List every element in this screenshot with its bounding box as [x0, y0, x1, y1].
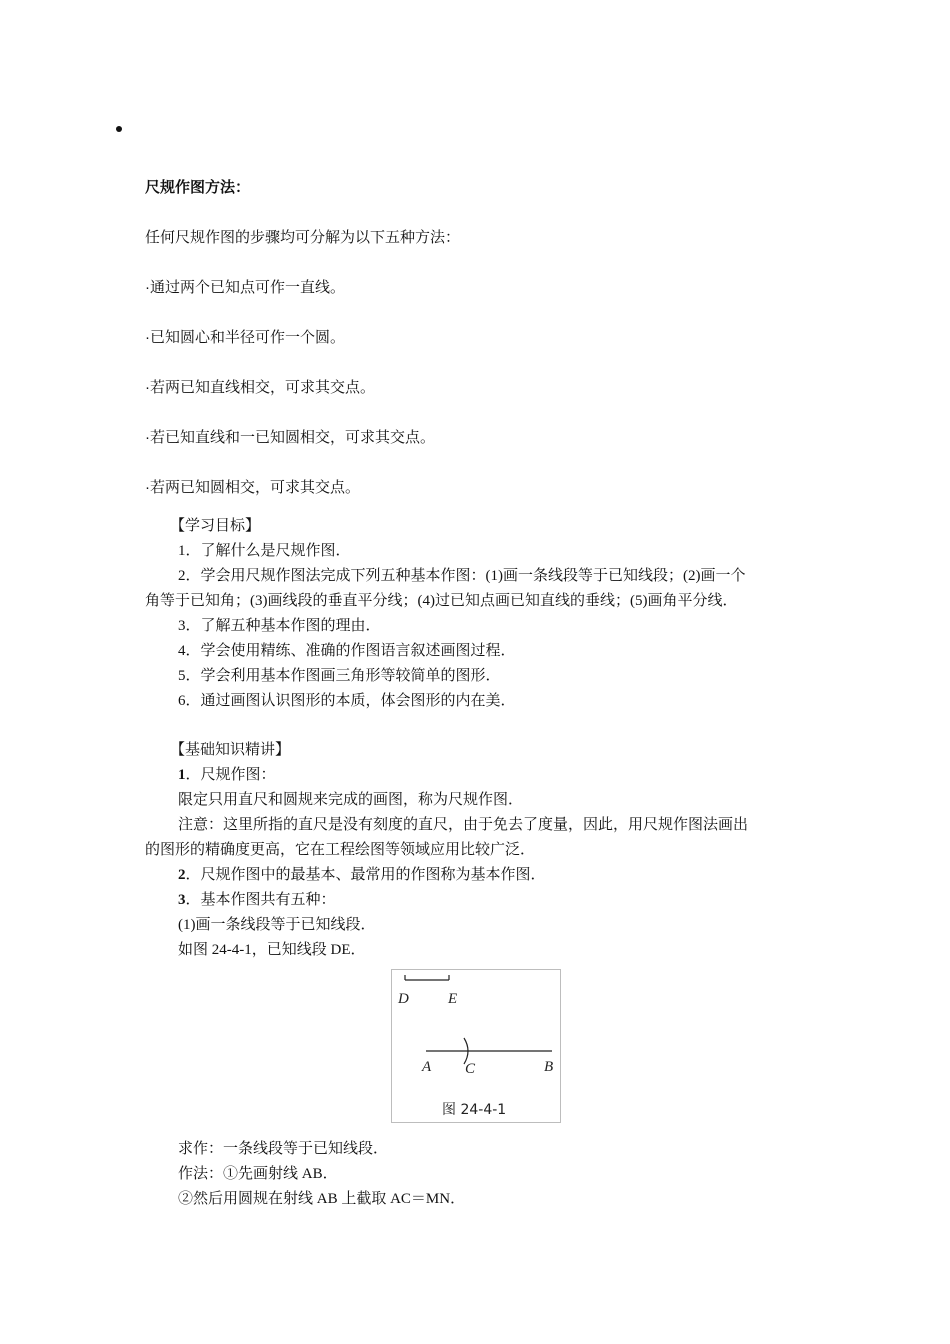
construction-diagram — [392, 970, 560, 1122]
objective-item: 2．学会用尺规作图法完成下列五种基本作图：(1)画一条线段等于已知线段；(2)画一个 — [178, 568, 746, 584]
method-item: ·已知圆心和半径可作一个圆。 — [145, 329, 345, 346]
construction-step-1: 作法：①先画射线 AB． — [178, 1166, 338, 1182]
label-c: C — [465, 1061, 476, 1077]
figure-caption: 图 24-4-1 — [442, 1102, 507, 1118]
point-text: ．尺规作图中的最基本、最常用的作图称为基本作图． — [185, 867, 546, 883]
method-item: ·若两已知圆相交，可求其交点。 — [145, 479, 360, 496]
figure-24-4-1 — [391, 969, 561, 1123]
method-item: ·若已知直线和一已知圆相交，可求其交点。 — [145, 429, 435, 446]
knowledge-point-3 — [178, 888, 336, 909]
label-d: D — [398, 991, 409, 1007]
point-number: 2 — [178, 867, 186, 883]
sub-item-1: (1)画一条线段等于已知线段． — [178, 917, 376, 933]
note-text: 注意：这里所指的直尺是没有刻度的直尺，由于免去了度量，因此，用尺规作图法画出 — [178, 817, 749, 833]
label-a: A — [422, 1059, 432, 1075]
point-text: ．尺规作图： — [185, 767, 276, 783]
methods-intro: 任何尺规作图的步骤均可分解为以下五种方法： — [145, 229, 461, 246]
point-text: ．基本作图共有五种： — [185, 892, 336, 908]
knowledge-title: 【基础知识精讲】 — [170, 742, 291, 758]
label-b: B — [544, 1059, 554, 1075]
point-number: 1 — [178, 767, 186, 783]
construction-step-2: ②然后用圆规在射线 AB 上截取 AC＝MN． — [178, 1191, 466, 1207]
objective-item-continued: 角等于已知角；(3)画线段的垂直平分线；(4)过已知点画已知直线的垂线；(5)画角平分线． — [145, 593, 738, 609]
knowledge-point-2 — [178, 863, 546, 884]
objective-item: 6．通过画图认识图形的本质，体会图形的内在美． — [178, 693, 516, 709]
objective-item: 5．学会利用基本作图画三角形等较简单的图形． — [178, 668, 501, 684]
bullet-dot — [116, 126, 122, 132]
methods-heading: 尺规作图方法： — [145, 179, 251, 196]
figure-reference: 如图 24-4-1，已知线段 DE． — [178, 942, 366, 958]
construction-task: 求作：一条线段等于已知线段． — [178, 1141, 389, 1157]
objective-item: 4．学会使用精练、准确的作图语言叙述画图过程． — [178, 643, 516, 659]
point-number: 3 — [178, 892, 186, 908]
label-e: E — [448, 991, 458, 1007]
note-text-continued: 的图形的精确度更高，它在工程绘图等领域应用比较广泛． — [145, 842, 536, 858]
definition-text: 限定只用直尺和圆规来完成的画图，称为尺规作图． — [178, 792, 524, 808]
knowledge-point-1 — [178, 763, 276, 784]
objective-item: 1．了解什么是尺规作图． — [178, 543, 351, 559]
method-item: ·若两已知直线相交，可求其交点。 — [145, 379, 375, 396]
method-item: ·通过两个已知点可作一直线。 — [145, 279, 345, 296]
objectives-title: 【学习目标】 — [170, 518, 261, 534]
objective-item: 3．了解五种基本作图的理由． — [178, 618, 381, 634]
